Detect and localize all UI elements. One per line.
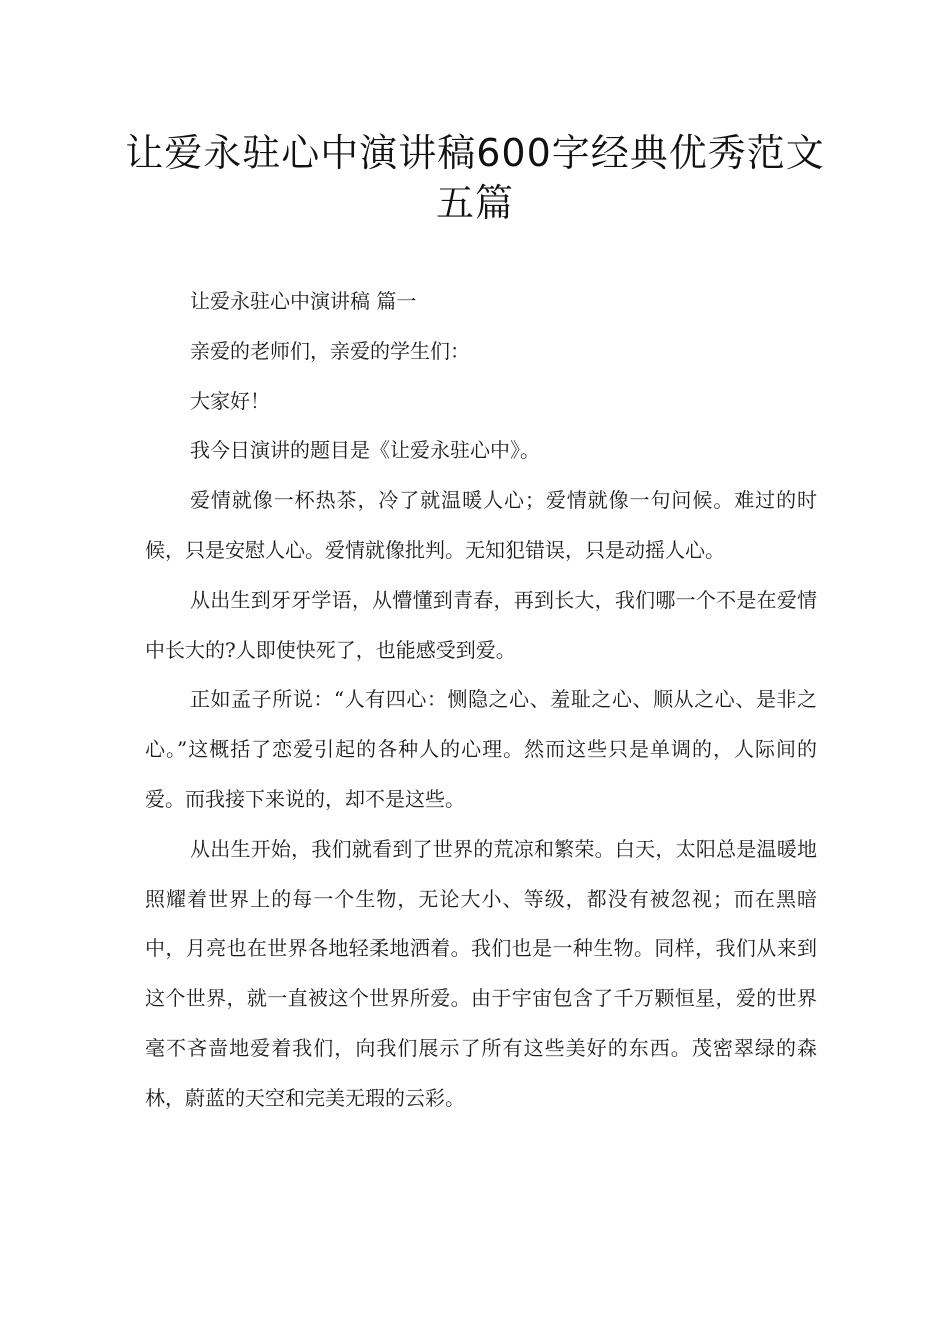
document-title: 让爱永驻心中演讲稿600字经典优秀范文五篇 <box>125 131 825 225</box>
paragraph-body: 从出生开始，我们就看到了世界的荒凉和繁荣。白天，太阳总是温暖地照耀着世界上的每一个生物，无论大小、等级，都没有被忽视；而在黑暗中，月亮也在世界各地轻柔地洒着。我们也是一种生物。同样，我们从来到这个世界，就一直被这个世界所爱。由于宇宙包含了千万颗恒星，爱的世界毫不吝啬地爱着我们，向我们展示了所有这些美好的东西。茂密翠绿的森林，蔚蓝的天空和完美无瑕的云彩。 <box>145 836 817 1110</box>
paragraph-body: 爱情就像一杯热茶，冷了就温暖人心；爱情就像一句问候。难过的时候，只是安慰人心。爱情就像批判。无知犯错误，只是动摇人心。 <box>145 488 817 562</box>
paragraph-greeting: 大家好！ <box>190 388 270 413</box>
paragraph-salutation: 亲爱的老师们，亲爱的学生们： <box>190 338 470 363</box>
paragraph-topic: 我今日演讲的题目是《让爱永驻心中》。 <box>190 438 540 463</box>
paragraph-section-heading: 让爱永驻心中演讲稿 篇一 <box>190 289 417 313</box>
document-body <box>145 277 817 1124</box>
paragraph-body: 正如孟子所说：“人有四心：恻隐之心、羞耻之心、顺从之心、是非之心。”这概括了恋爱引起的各种人的心理。然而这些只是单调的，人际间的爱。而我接下来说的，却不是这些。 <box>145 687 817 811</box>
paragraph-body: 从出生到牙牙学语，从懵懂到青春，再到长大，我们哪一个不是在爱情中长大的?人即使快死了，也能感受到爱。 <box>145 587 817 662</box>
